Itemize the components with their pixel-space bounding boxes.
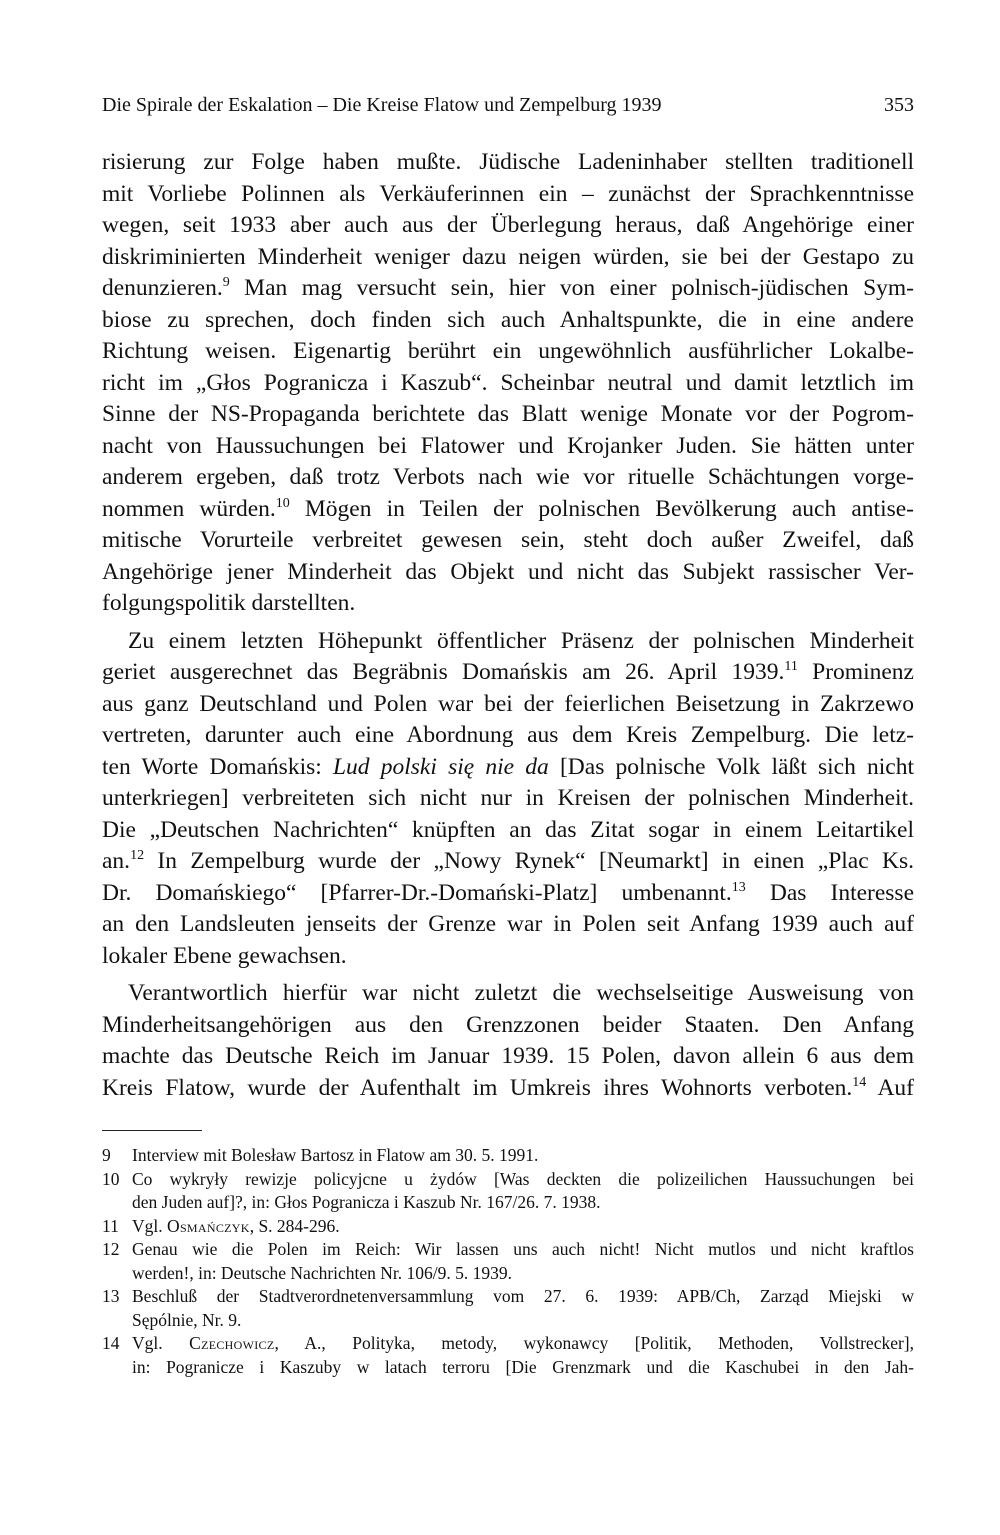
- text-line: [102, 1010, 914, 1042]
- footnote-reference: 13: [731, 879, 746, 895]
- text-run: Das Interesse: [745, 879, 914, 906]
- text-run: nacht von Haussuchungen bei Flatower und Krojanker Juden. Sie hätten unter: [102, 432, 914, 459]
- text-line: [102, 273, 914, 305]
- text-line: [102, 878, 914, 910]
- text-run: In Zempelburg wurde der „Nowy Rynek“ [Neumarkt] in einen „Plac Ks.: [144, 848, 914, 874]
- text-line: [102, 431, 914, 463]
- text-run: denunzieren.: [102, 275, 223, 301]
- text-run: Minderheitsangehörigen aus den Grenzzonen beider Staaten. Den Anfang: [102, 1011, 914, 1038]
- text-run: Beschluß der Stadtverordnetenversammlung vom 27. 6. 1939: APB/Ch, Zarząd Miejski w: [132, 1286, 914, 1306]
- text-line: [102, 752, 914, 784]
- text-run: Sępólnie, Nr. 9.: [132, 1309, 242, 1330]
- footnote-number: 11: [102, 1215, 119, 1236]
- text-run: Sinne der NS-Propaganda berichtete das Blatt wenige Monate vor der Pogrom-: [102, 401, 914, 427]
- text-line: [102, 846, 914, 878]
- footnote: [102, 1168, 914, 1215]
- text-run: lokaler Ebene gewachsen.: [102, 942, 347, 969]
- text-run: unterkriegen] verbreiteten sich nicht nur in Kreisen der polnischen Minderheit.: [102, 785, 914, 811]
- text-run: mit Vorliebe Polinnen als Verkäuferinnen ein – zunächst der Sprachkenntnisse: [102, 180, 914, 207]
- text-run: biose zu sprechen, doch finden sich auch Anhaltspunkte, die in eine andere: [102, 306, 914, 333]
- text-line: [102, 720, 914, 752]
- text-line: [102, 557, 914, 589]
- footnote: [102, 1285, 914, 1332]
- text-run: ten Worte Domańskis:: [102, 753, 333, 780]
- text-run: Genau wie die Polen im Reich: Wir lassen uns auch nicht! Nicht mutlos und nicht kraftlos: [132, 1239, 914, 1259]
- footnote-rule: [102, 1130, 202, 1131]
- footnote-line: [132, 1168, 914, 1192]
- footnote-line: [132, 1332, 914, 1356]
- text-run: folgungspolitik darstellten.: [102, 590, 356, 616]
- footnotes: [102, 1144, 914, 1379]
- text-line: [102, 305, 914, 337]
- text-run: diskriminierten Minderheit weniger dazu neigen würden, sie bei der Gestapo zu: [102, 243, 914, 270]
- text-run: an.: [102, 848, 131, 874]
- footnote-number: 9: [102, 1145, 111, 1165]
- text-run: Vgl.: [132, 1333, 190, 1353]
- text-run: Prominenz: [797, 659, 914, 685]
- text-line: [102, 399, 914, 431]
- text-line: [102, 783, 914, 815]
- footnote-reference: 12: [130, 848, 145, 863]
- text-run: in: Pogranicze i Kaszuby w latach terroru [Die Grenzmark und die Kaschubei in den Jah-: [132, 1356, 914, 1377]
- footnote-number: 13: [102, 1286, 120, 1306]
- footnote-line: [132, 1285, 914, 1309]
- text-run: Interview mit Bolesław Bartosz in Flatow am 30. 5. 1991.: [132, 1145, 539, 1165]
- paragraph: [102, 978, 914, 1104]
- footnote-line: [132, 1191, 914, 1215]
- text-run: an den Landsleuten jenseits der Grenze war in Polen seit Anfang 1939 auch auf: [102, 911, 914, 937]
- footnote-reference: 9: [222, 275, 230, 290]
- author-name: Czechowicz: [189, 1333, 275, 1353]
- text-run: Mögen in Teilen der polnischen Bevölkerung auch antise-: [289, 495, 914, 522]
- text-run: Co wykryły rewizje policyjcne u żydów [Was deckten die polizeilichen Haussuchungen bei: [132, 1168, 914, 1189]
- text-line: [102, 978, 914, 1010]
- footnote-line: [132, 1309, 914, 1333]
- paragraph: [102, 147, 914, 620]
- text-line: [102, 1073, 914, 1105]
- body-text: [102, 147, 914, 1104]
- text-line: [102, 336, 914, 368]
- text-line: [102, 147, 914, 179]
- text-run: , A., Polityka, metody, wykonawcy [Politik, Methoden, Vollstrecker],: [274, 1333, 915, 1353]
- text-run: Kreis Flatow, wurde der Aufenthalt im Umkreis ihres Wohnorts verboten.: [102, 1074, 853, 1101]
- text-run: mitische Vorurteile verbreitet gewesen sein, steht doch außer Zweifel, daß: [102, 527, 914, 553]
- text-line: [102, 462, 914, 494]
- text-run: Angehörige jener Minderheit das Objekt und nicht das Subjekt rassischer Ver-: [102, 558, 914, 585]
- text-run: machte das Deutsche Reich im Januar 1939. 15 Polen, davon allein 6 aus dem: [102, 1043, 914, 1069]
- text-run: anderem ergeben, daß trotz Verbots nach wie vor rituelle Schächtungen vorge-: [102, 464, 914, 490]
- footnote-reference: 10: [275, 495, 290, 511]
- text-run: aus ganz Deutschland und Polen war bei der feierlichen Beisetzung in Zakrzewo: [102, 690, 914, 717]
- text-line: [102, 242, 914, 274]
- text-run: nommen würden.: [102, 495, 276, 522]
- text-line: [102, 689, 914, 721]
- text-run: vertreten, darunter auch eine Abordnung aus dem Kreis Zempelburg. Die letz-: [102, 722, 914, 748]
- running-title: Die Spirale der Eskalation – Die Kreise Flatow und Zempelburg 1939: [102, 94, 662, 116]
- footnote-reference: 14: [852, 1074, 867, 1090]
- footnote: [102, 1144, 914, 1168]
- footnote-line: [132, 1262, 914, 1286]
- footnote-number: 14: [102, 1333, 120, 1353]
- footnote-line: [132, 1238, 914, 1262]
- text-run: Vgl.: [132, 1215, 167, 1236]
- text-run: werden!, in: Deutsche Nachrichten Nr. 106/9. 5. 1939.: [132, 1262, 513, 1283]
- footnote-line: [132, 1215, 914, 1239]
- italic-quote: Lud polski się nie da: [332, 753, 549, 780]
- text-run: wegen, seit 1933 aber auch aus der Überlegung heraus, daß Angehörige einer: [102, 212, 914, 238]
- text-line: [102, 210, 914, 242]
- text-run: risierung zur Folge haben mußte. Jüdische Ladeninhaber stellten traditionell: [102, 149, 914, 175]
- text-run: Dr. Domańskiego“ [Pfarrer-Dr.-Domański-Platz] umbenannt.: [102, 879, 732, 906]
- text-run: Richtung weisen. Eigenartig berührt ein ungewöhnlich ausführlicher Lokalbe-: [102, 338, 914, 364]
- text-run: Man mag versucht sein, hier von einer polnisch-jüdischen Sym-: [229, 275, 914, 301]
- author-name: Osmańczyk: [167, 1215, 250, 1236]
- paragraph: [102, 626, 914, 973]
- text-run: Auf: [866, 1074, 914, 1101]
- text-line: [102, 909, 914, 941]
- footnote-line: [132, 1144, 914, 1168]
- footnote-line: [132, 1356, 914, 1380]
- text-line: [102, 941, 914, 973]
- text-run: Verantwortlich hierfür war nicht zuletzt die wechselseitige Ausweisung von: [128, 980, 914, 1006]
- page-number: 353: [884, 94, 914, 116]
- footnote-number: 12: [102, 1239, 120, 1259]
- footnote: [102, 1215, 914, 1239]
- text-run: Die „Deutschen Nachrichten“ knüpften an das Zitat sogar in einem Leitartikel: [102, 816, 914, 843]
- text-line: [102, 494, 914, 526]
- footnote-number: 10: [102, 1168, 120, 1189]
- text-run: den Juden auf]?, in: Głos Pogranicza i Kaszub Nr. 167/26. 7. 1938.: [132, 1192, 601, 1212]
- footnote-reference: 11: [784, 659, 798, 674]
- text-run: , S. 284-296.: [249, 1215, 340, 1236]
- text-run: richt im „Głos Pogranicza i Kaszub“. Scheinbar neutral und damit letztlich im: [102, 369, 914, 396]
- text-line: [102, 1041, 914, 1073]
- text-run: geriet ausgerechnet das Begräbnis Domańskis am 26. April 1939.: [102, 659, 785, 685]
- footnote: [102, 1238, 914, 1285]
- text-run: [Das polnische Volk läßt sich nicht: [548, 753, 914, 780]
- text-line: [102, 525, 914, 557]
- text-line: [102, 368, 914, 400]
- text-line: [102, 588, 914, 620]
- footnote: [102, 1332, 914, 1379]
- text-run: Zu einem letzten Höhepunkt öffentlicher Präsenz der polnischen Minderheit: [128, 627, 914, 654]
- text-line: [102, 179, 914, 211]
- text-line: [102, 626, 914, 658]
- text-line: [102, 815, 914, 847]
- text-line: [102, 657, 914, 689]
